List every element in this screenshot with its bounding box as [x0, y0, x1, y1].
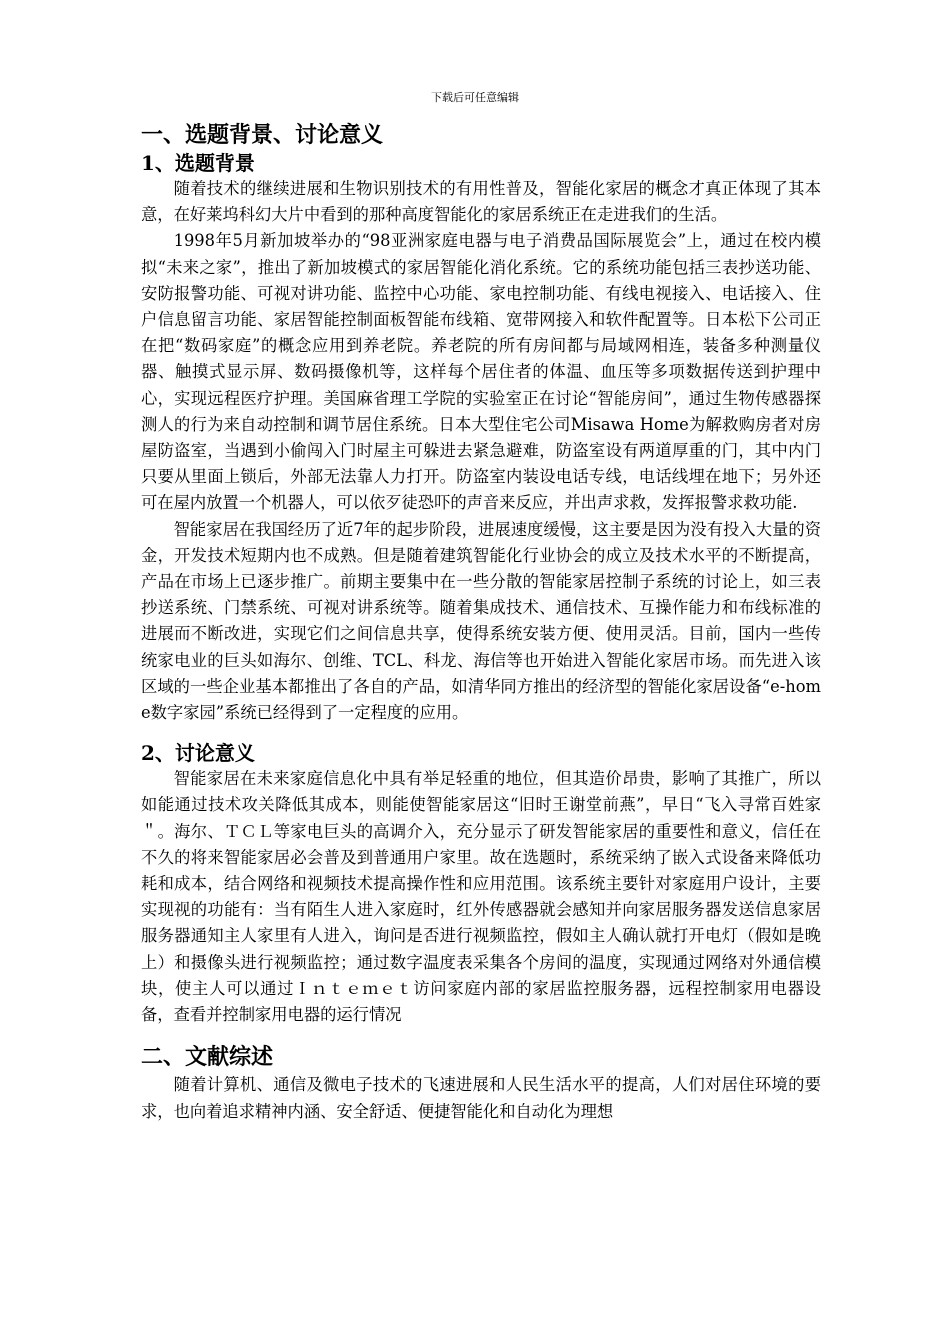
section1-paragraph-2: 1998年5月新加坡举办的“98亚洲家庭电器与电子消费品国际展览会”上，通过在校内模拟“未来之家”，推出了新加坡模式的家居智能化消化系统。它的系统功能包括三表抄送功能、安防报警功能、可视对讲功能、监控中心功能、家电控制功能、有线电视接入、电话接入、住户信息留言功能、家居智能控制面板智能布线箱、宽带网接入和软件配置等。日本松下公司正在把“数码家庭”的概念应用到养老院。养老院的所有房间都与局域网相连，装备多种测量仪器、触摸式显示屏、数码摄像机等，这样每个居住者的体温、血压等多项数据传送到护理中心，实现远程医疗护理。美国麻省理工学院的实验室正在讨论“智能房间”，通过生物传感器探测人的行为来自动控制和调节居住系统。日本大型住宅公司Misawa Home为解救购房者对房屋防盗室，当遇到小偷闯入门时屋主可躲进去紧急避难，防盗室设有两道厚重的门，其中内门只要从里面上锁后，外部无法靠人力打开。防盗室内装设电话专线，电话线埋在地下；另外还可在屋内放置一个机器人，可以依歹徒恐吓的声音来反应，并出声求救，发挥报警求救功能. — [141, 231, 821, 513]
section2-paragraph-1: 随着计算机、通信及微电子技术的飞速进展和人民生活水平的提高，人们对居住环境的要求，也向着追求精神内涵、安全舒适、便捷智能化和自动化为理想 — [141, 1075, 821, 1121]
section1-title: 一、选题背景、讨论意义 — [141, 122, 384, 148]
section1-sub1-title: 1、选题背景 — [141, 151, 255, 175]
spacer — [141, 726, 821, 740]
section1-paragraph-1: 随着技术的继续进展和生物识别技术的有用性普及，智能化家居的概念才真正体现了其本意，在好莱坞科幻大片中看到的那种高度智能化的家居系统正在走进我们的生活。 — [141, 179, 821, 225]
header-note: 下载后可任意编辑 — [431, 91, 519, 104]
section1-paragraph-3: 智能家居在我国经历了近7年的起步阶段，进展速度缓慢，这主要是因为没有投入大量的资金，开发技术短期内也不成熟。但是随着建筑智能化行业协会的成立及技术水平的不断提高，产品在市场上已逐步推广。前期主要集中在一些分散的智能家居控制子系统的讨论上，如三表抄送系统、门禁系统、可视对讲系统等。随着集成技术、通信技术、互操作能力和布线标准的进展而不断改进，实现它们之间信息共享，使得系统安装方便、使用灵活。目前，国内一些传统家电业的巨头如海尔、创维、TCL、科龙、海信等也开始进入智能化家居市场。而先进入该区域的一些企业基本都推出了各自的产品，如清华同方推出的经济型的智能化家居设备“e-home数字家园”系统已经得到了一定程度的应用。 — [141, 519, 821, 723]
section2-title: 二、文献综述 — [141, 1044, 274, 1071]
section1-paragraph-4: 智能家居在未来家庭信息化中具有举足轻重的地位，但其造价昂贵，影响了其推广，所以如能通过技术攻关降低其成本，则能使智能家居这“旧时王谢堂前燕”，早日“飞入寻常百姓家＂。海尔、ＴＣＬ等家电巨头的高调介入，充分显示了研发智能家居的重要性和意义，信任在不久的将来智能家居必会普及到普通用户家里。故在选题时，系统采纳了嵌入式设备来降低功耗和成本，结合网络和视频技术提高操作性和应用范围。该系统主要针对家庭用户设计，主要实现视的功能有：当有陌生人进入家庭时，红外传感器就会感知并向家居服务器发送信息家居服务器通知主人家里有人进入，询问是否进行视频监控，假如主人确认就打开电灯（假如是晚上）和摄像头进行视频监控；通过数字温度表采集各个房间的温度，实现通过网络对外通信模块，使主人可以通过Ｉｎｔｅｍｅｔ访问家庭内部的家居监控服务器，远程控制家用电器设备，查看并控制家用电器的运行情况 — [141, 769, 821, 1025]
section1-sub2-title: 2、讨论意义 — [141, 741, 255, 766]
document-body — [141, 120, 821, 1125]
spacer — [141, 1028, 821, 1042]
